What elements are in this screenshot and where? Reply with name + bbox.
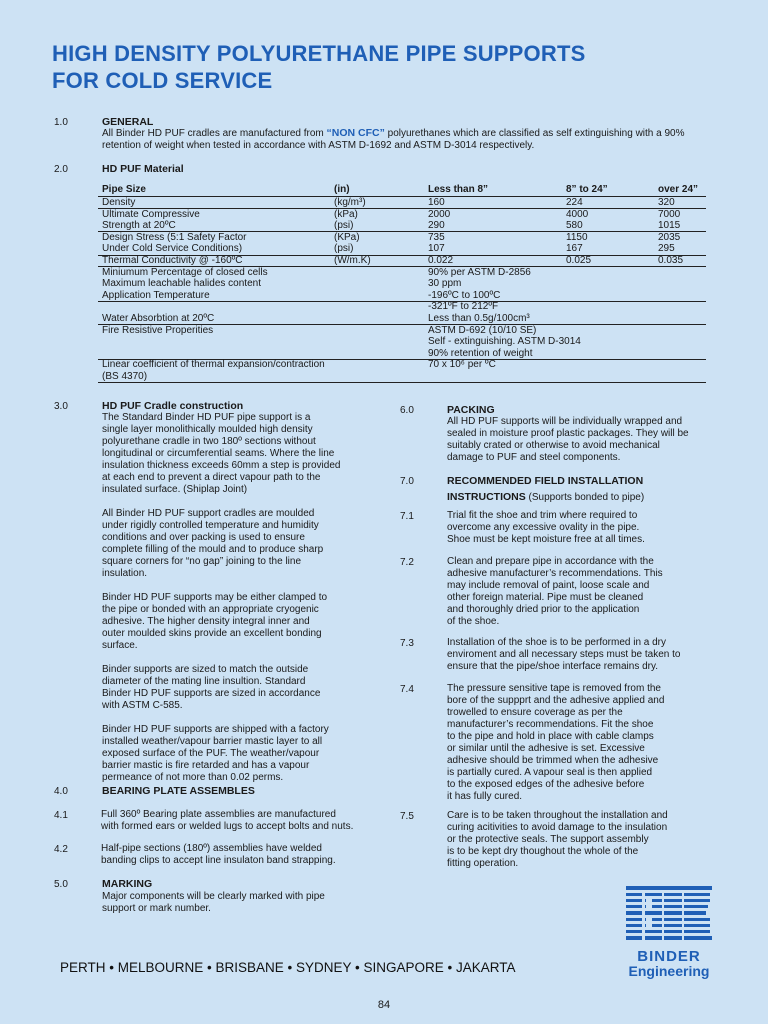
text-line: the pipe or bonded with an appropriate cryogenic [102,604,319,615]
text-line: under rigidly controlled temperature and humidity [102,520,319,531]
install-item [400,810,730,870]
text-line: polyurethane cradle in two 180º sections without [102,436,316,447]
table-row [98,336,706,348]
table-cell: Water Absorbtion at 20ºC [102,312,215,324]
item-number: 7.5 [400,811,414,822]
table-cell: 290 [428,220,445,232]
table-cell: (psi) [334,243,354,255]
table-cell: Thermal Conductivity @ -160ºC [102,254,243,266]
text-line: enviroment and all necessary steps must be taken to [447,649,681,660]
material-table [98,184,706,383]
item-text [447,510,645,546]
item-text [447,683,664,803]
table-header-cell: Pipe Size [102,184,146,195]
section-number: 4.0 [54,786,68,797]
text-line: it has fully cured. [447,791,523,802]
text-line: insulation. [102,568,148,579]
text-line: at each end to prevent a direct vapour path to the [102,472,321,483]
text-line: Clean and prepare pipe in accordance with the [447,556,654,567]
table-cell: Fire Resistive Properities [102,324,214,336]
packing-text [447,416,747,464]
table-cell: 735 [428,231,445,243]
install-heading-note: (Supports bonded to pipe) [525,492,645,503]
table-cell: 7000 [658,208,681,220]
section-heading-cradle: HD PUF Cradle construction [102,400,244,412]
text-line: installed weather/vapour barrier mastic layer to all [102,736,323,747]
text-line: The pressure sensitive tape is removed from the [447,683,661,694]
table-cell: 1150 [566,231,588,243]
table-cell: -321ºF to 212ºF [428,301,499,313]
table-cell: Density [102,197,136,208]
table-header-cell: Less than 8” [428,184,489,195]
text-line: support or mark number. [102,903,211,914]
install-item [400,556,730,637]
footer-cities: PERTH • MELBOURNE • BRISBANE • SYDNEY • SINGAPORE • JAKARTA [60,960,516,975]
text-line: manufacturer’s recommendations. Fit the shoe [447,719,654,730]
page-title [52,40,742,94]
table-row [98,313,706,325]
text-line: of the shoe. [447,616,500,627]
table-row [98,301,706,313]
install-subheading [447,487,644,505]
item-number: 7.2 [400,557,414,568]
table-cell: 0.035 [658,254,684,266]
table-cell: (W/m.K) [334,254,371,266]
table-cell: 295 [658,243,675,255]
install-item [400,637,730,683]
section-number: 5.0 [54,879,68,890]
item-number: 7.3 [400,638,414,649]
text-line: Major components will be clearly marked with pipe [102,891,325,902]
cradle-paragraph [102,592,372,652]
text-line: single layer monolithically moulded high density [102,424,313,435]
text-line: is partially cured. A vapour seal is then applied [447,767,653,778]
item-number: 7.1 [400,511,414,522]
logo-word-binder: BINDER [637,948,701,965]
text-line: complete filling of the mould and to produce sharp [102,544,324,555]
table-cell: 2000 [428,208,451,220]
table-row [98,232,706,244]
text-line: damage to PUF and steel components. [447,452,621,463]
table-cell: (kg/m³) [334,197,366,208]
cradle-paragraph [102,724,372,784]
section-heading-packing: PACKING [447,404,495,416]
table-cell: Self - extinguishing. ASTM D-3014 [428,336,581,348]
table-row [98,267,706,279]
text-line: outer moulded skins provide an excellent bonding [102,628,322,639]
item-text [101,843,336,867]
table-row [98,371,706,383]
table-cell: Application Temperature [102,289,210,301]
table-cell: 1015 [658,220,681,232]
bearing-items [54,809,384,877]
install-item [400,510,730,556]
text-line: or the protective seals. The support assembly [447,834,649,845]
text-line: All Binder HD PUF support cradles are moulded [102,508,315,519]
general-text-pre: All Binder HD PUF cradles are manufactured from [102,128,327,139]
text-line: Shoe must be kept moisture free at all times. [447,534,645,545]
table-cell: 70 x 10⁶ per ºC [428,359,496,371]
text-line: barrier mastic is fire retarded and has a vapour [102,760,310,771]
text-line: diameter of the mating line insultion. Standard [102,676,306,687]
install-heading-2: INSTRUCTIONS [447,491,526,503]
text-line: Binder HD PUF supports are sized in accordance [102,688,321,699]
text-line: and thoroughly dried prior to the application [447,604,640,615]
table-cell: 90% per ASTM D-2856 [428,266,531,278]
text-line: suitably crated or otherwise to avoid mechanical [447,440,660,451]
text-line: Binder HD PUF supports may be either clamped to [102,592,328,603]
text-line: insulated surface. (Shiplap Joint) [102,484,248,495]
table-header-cell: 8” to 24” [566,184,608,195]
table-header-cell: (in) [334,184,350,195]
text-line: All HD PUF supports will be individually wrapped and [447,416,683,427]
cradle-paragraph [102,664,372,712]
item-text [447,810,668,870]
cradle-text [102,412,372,796]
section-heading-marking: MARKING [102,878,153,890]
bearing-item [54,809,384,843]
table-cell: Less than 0.5g/100cm³ [428,312,530,324]
table-cell: Under Cold Service Conditions) [102,243,243,255]
table-cell: Strength at 20ºC [102,220,176,232]
text-line: conditions and over packing is used to ensure [102,532,305,543]
text-line: bore of the suppprt and the adhesive applied and [447,695,665,706]
text-line: trowelled to ensure coverage as per the [447,707,623,718]
item-number: 7.4 [400,684,414,695]
binder-logo [622,884,716,979]
table-rule [98,382,706,383]
item-text [447,637,680,673]
section-heading-general: GENERAL [102,116,154,128]
text-line: to the exposed edges of the adhesive before [447,779,645,790]
text-line: sealed in moisture proof plastic packages. They will be [447,428,689,439]
table-cell: 0.022 [428,254,454,266]
install-items [400,510,730,870]
table-cell: Linear coefficient of thermal expansion/contraction [102,359,325,371]
bearing-item [54,843,384,877]
text-line: permeance of not more than 0.02 perms. [102,772,284,783]
table-cell: 160 [428,197,445,208]
table-cell: 30 ppm [428,278,462,290]
text-line: may include removal of paint, loose scale and [447,580,650,591]
table-cell: Maximum leachable halides content [102,278,261,290]
general-text-line2: retention of weight when tested in accordance with ASTM D-1692 and ASTM D-3014 respectively. [102,140,535,151]
item-text [101,809,353,833]
table-cell: 320 [658,197,675,208]
table-cell: (psi) [334,220,354,232]
title-line-2: FOR COLD SERVICE [52,68,273,93]
section-heading-bearing: BEARING PLATE ASSEMBLES [102,785,255,797]
text-line: Binder HD PUF supports are shipped with a factory [102,724,329,735]
table-cell: -196ºC to 100ºC [428,289,501,301]
general-text [102,127,722,152]
text-line: longitudinal or circumferential seams. Where the line [102,448,335,459]
binder-logo-icon [622,884,716,946]
text-line: Half-pipe sections (180º) assemblies have welded [101,843,322,854]
table-cell: Miniumum Percentage of closed cells [102,266,268,278]
text-line: exposed surface of the PUF. The weather/vapour [102,748,320,759]
table-cell: 4000 [566,208,589,220]
text-line: Installation of the shoe is to be performed in a dry [447,637,667,648]
text-line: adhesive. The higher density integral inner and [102,616,310,627]
table-cell: (kPa) [334,208,358,220]
text-line: with formed ears or welded lugs to accept bolts and nuts. [101,821,354,832]
table-cell: (BS 4370) [102,370,148,382]
table-row [98,325,706,337]
section-number: 2.0 [54,164,68,175]
table-row [98,243,706,255]
section-number: 1.0 [54,117,68,128]
text-line: Full 360º Bearing plate assemblies are manufactured [101,809,336,820]
text-line: other foreign material. Pipe must be cleaned [447,592,644,603]
table-cell: ASTM D-692 (10/10 SE) [428,324,537,336]
item-number: 4.1 [54,810,68,821]
page-number: 84 [377,999,391,1011]
general-text-post: polyurethanes which are classified as self extinguishing with a 90% [384,128,685,139]
install-item [400,683,730,810]
table-row [98,197,706,209]
table-header-cell: over 24” [658,184,699,195]
table-row [98,290,706,302]
section-heading-install: RECOMMENDED FIELD INSTALLATION [447,475,644,487]
text-line: Trial fit the shoe and trim where required to [447,510,638,521]
text-line: is to be kept dry thoughout the whole of the [447,846,639,857]
text-line: surface. [102,640,138,651]
section-number: 3.0 [54,401,68,412]
text-line: with ASTM C-585. [102,700,183,711]
logo-word-engineering: Engineering [628,963,710,979]
general-highlight: “NON CFC” [326,127,385,139]
table-cell: (KPa) [334,231,360,243]
table-cell: 107 [428,243,445,255]
table-cell: Design Stress (5:1 Safety Factor [102,231,247,243]
text-line: or similar until the adhesive is set. Excessive [447,743,645,754]
text-line: square corners for “no gap” joining to the line [102,556,302,567]
table-row [98,359,706,371]
text-line: ensure that the pipe/shoe interface remains dry. [447,661,659,672]
text-line: insulation thickness exceeds 60mm a step is provided [102,460,341,471]
item-number: 4.2 [54,844,68,855]
text-line: adhesive should be trimmed when the adhesive [447,755,659,766]
table-cell: Ultimate Compressive [102,208,200,220]
text-line: The Standard Binder HD PUF pipe support is a [102,412,311,423]
table-cell: 2035 [658,231,681,243]
table-cell: 580 [566,220,583,232]
title-line-1: HIGH DENSITY POLYURETHANE PIPE SUPPORTS [52,41,586,66]
table-cell: 90% retention of weight [428,347,533,359]
cradle-paragraph [102,508,372,580]
table-cell: 167 [566,243,583,255]
text-line: overcome any excessive ovality in the pipe. [447,522,640,533]
table-cell: 0.025 [566,254,592,266]
text-line: Binder supports are sized to match the outside [102,664,309,675]
text-line: fitting operation. [447,858,519,869]
table-row [98,255,706,267]
section-number: 6.0 [400,405,414,416]
table-row [98,220,706,232]
text-line: Care is to be taken throughout the installation and [447,810,668,821]
section-number: 7.0 [400,476,414,487]
table-row [98,278,706,290]
marking-text [102,891,382,915]
text-line: curing acitivities to avoid damage to the insulation [447,822,668,833]
table-row [98,348,706,360]
text-line: banding clips to accept line insulaton band strapping. [101,855,336,866]
item-text [447,556,663,628]
table-row [98,209,706,221]
table-cell: 224 [566,197,583,208]
text-line: to the pipe and hold in place with cable clamps [447,731,654,742]
text-line: adhesive manufacturer’s recommendations. This [447,568,663,579]
cradle-paragraph [102,412,372,496]
section-heading-material: HD PUF Material [102,163,184,175]
